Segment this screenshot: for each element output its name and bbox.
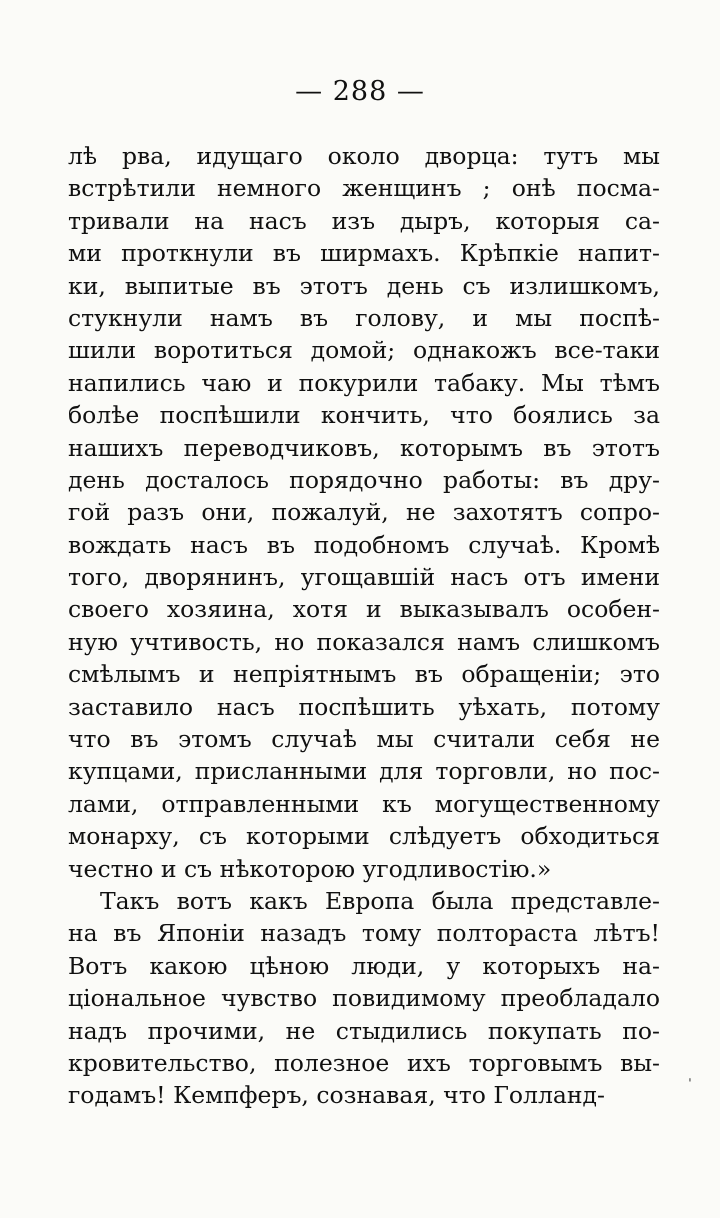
margin-mark: ˌ [688,1068,692,1084]
text-line: шили воротиться домой; однакожъ все-таки [68,336,660,365]
text-line: лѣ рва, идущаго около дворца: тутъ мы [68,142,660,170]
text-line: ми проткнули въ ширмахъ. Крѣпкіе напит- [68,239,660,268]
text-line: смѣлымъ и непріятнымъ въ обращеніи; это [68,660,660,689]
text-line: напились чаю и покурили табаку. Мы тѣмъ [68,368,660,397]
text-line: ціональное чувство повидимому преобладало [68,984,660,1013]
text-line: ки, выпитые въ этотъ день съ излишкомъ, [68,271,660,300]
text-line: своего хозяина, хотя и выказывалъ особен- [68,595,660,624]
text-line: что въ этомъ случаѣ мы считали себя не [68,725,660,754]
text-line: болѣе поспѣшили кончить, что боялись за [68,401,660,430]
text-line: вождать насъ въ подобномъ случаѣ. Кромѣ [68,530,660,559]
text-line: ную учтивость, но показался намъ слишкомъ [68,627,660,656]
text-line: встрѣтили немного женщинъ ; онѣ посма- [68,174,660,203]
text-line: тривали на насъ изъ дыръ, которыя са- [68,206,660,235]
text-line: на въ Японіи назадъ тому полтораста лѣтъ! [68,919,660,948]
text-line: лами, отправленными къ могущественному [68,789,660,818]
text-line: Такъ вотъ какъ Европа была представле- [100,886,660,915]
text-line: купцами, присланными для торговли, но пос- [68,757,660,786]
text-line: кровительство, полезное ихъ торговымъ вы- [68,1048,660,1077]
text-line: нашихъ переводчиковъ, которымъ въ этотъ [68,433,660,462]
text-line: заставило насъ поспѣшить уѣхать, потому [68,692,660,721]
text-line: честно и съ нѣкоторою угодливостію.» [68,854,552,883]
text-line: монарху, съ которыми слѣдуетъ обходиться [68,822,660,851]
text-line: годамъ! Кемпферъ, сознавая, что Голланд- [68,1081,605,1110]
text-line: надъ прочими, не стыдились покупать по- [68,1016,660,1045]
page-number: — 288 — [295,76,425,107]
text-block [68,140,660,1112]
text-line: стукнули намъ въ голову, и мы поспѣ- [68,303,660,332]
text-line: того, дворянинъ, угощавшій насъ отъ имени [68,563,660,592]
text-line: гой разъ они, пожалуй, не захотятъ сопро- [68,498,660,527]
text-line: день досталось порядочно работы: въ дру- [68,465,660,494]
text-line: Вотъ какою цѣною люди, у которыхъ на- [68,951,660,980]
